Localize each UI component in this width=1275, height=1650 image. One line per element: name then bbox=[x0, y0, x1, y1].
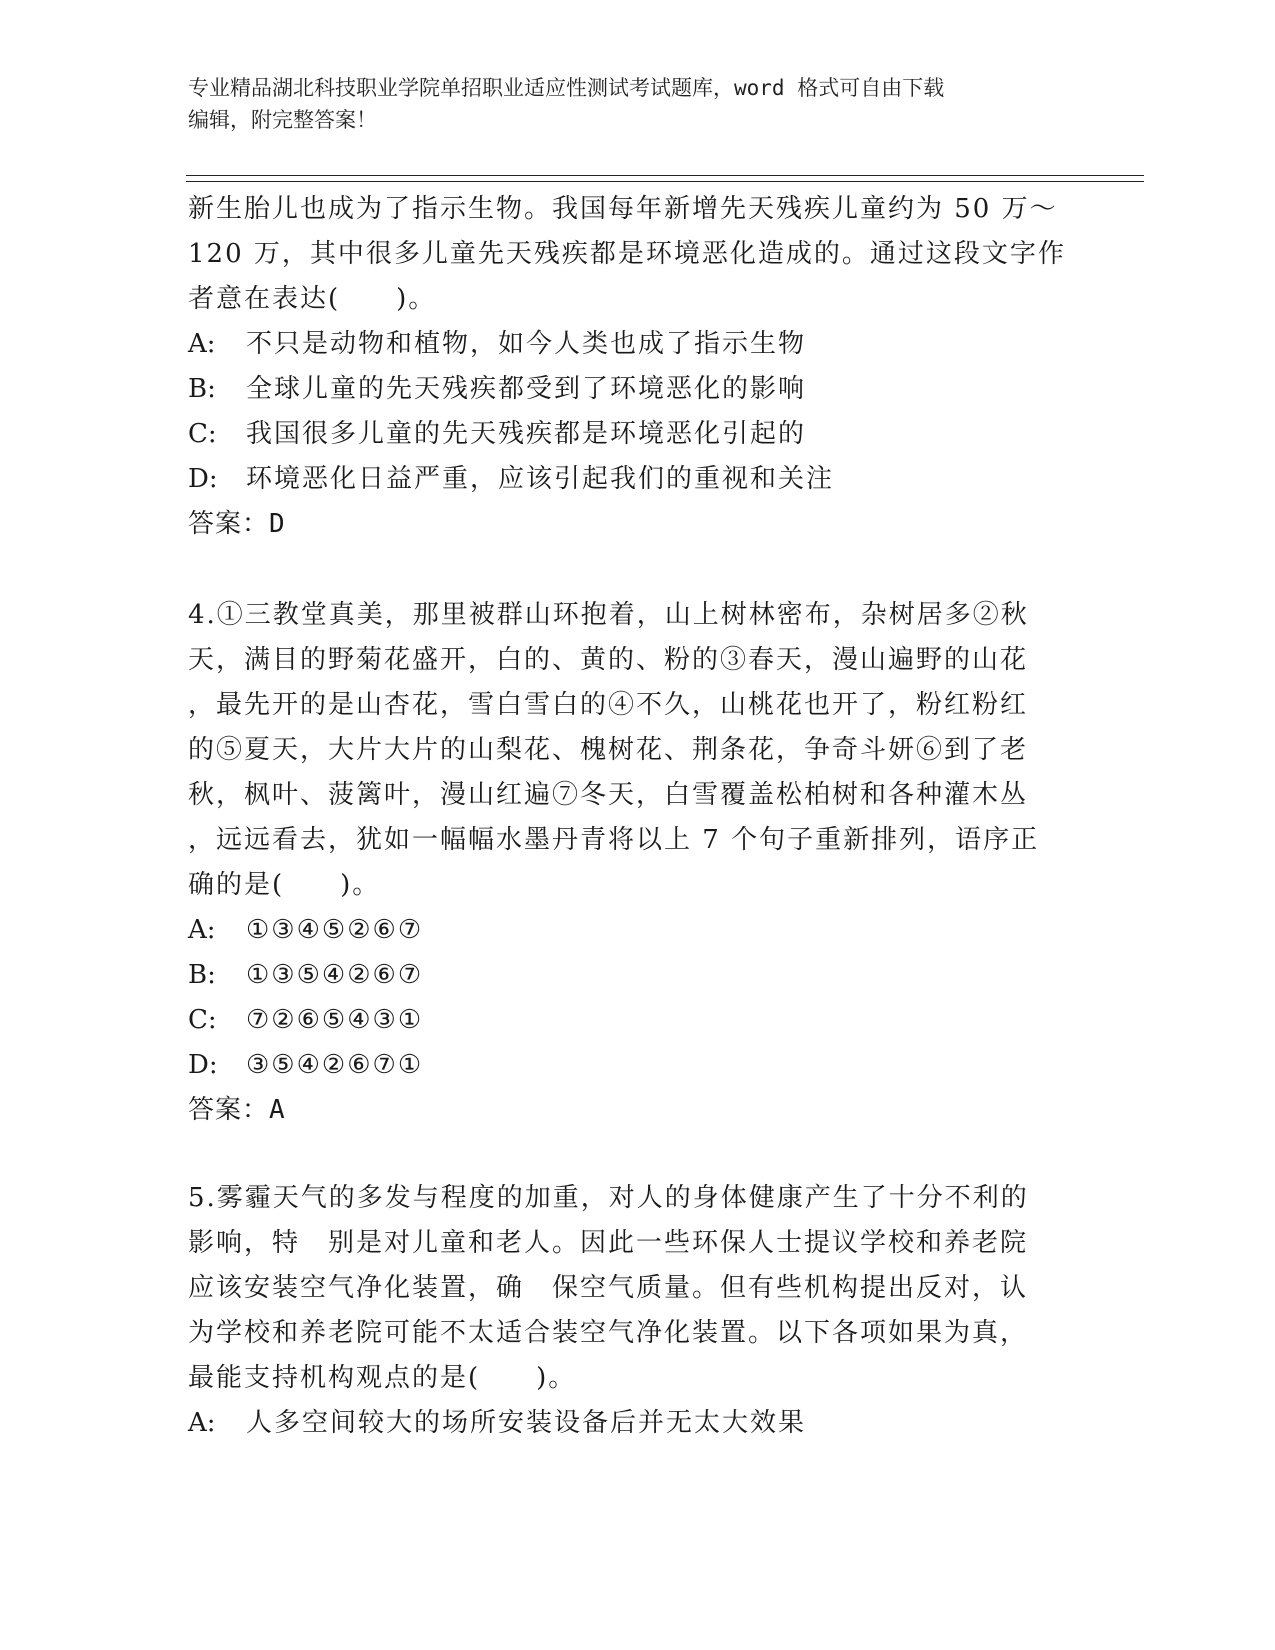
option-text: 环境恶化日益严重，应该引起我们的重视和关注 bbox=[246, 464, 835, 494]
question-stem-line: 秋，枫叶、菠篱叶，漫山红遍⑦冬天，白雪覆盖松柏树和各种灌木丛 bbox=[188, 780, 1029, 810]
option-a bbox=[188, 908, 1068, 953]
question-stem-line: 新生胎儿也成为了指示生物。我国每年新增先天残疾儿童约为 50 万～ bbox=[188, 194, 1058, 224]
option-d bbox=[188, 457, 1068, 502]
question-stem-line: 5.雾霾天气的多发与程度的加重，对人的身体健康产生了十分不利的 bbox=[188, 1183, 1029, 1213]
option-text: 全球儿童的先天残疾都受到了环境恶化的影响 bbox=[246, 374, 807, 404]
question-4 bbox=[188, 593, 1068, 1133]
header-line: 编辑，附完整答案！ bbox=[188, 108, 377, 132]
answer-line bbox=[188, 502, 1068, 547]
question-stem-line: 4.①三教堂真美，那里被群山环抱着，山上树林密布，杂树居多②秋 bbox=[188, 600, 1029, 630]
page-header bbox=[188, 72, 1068, 136]
question-stem-line: ，远远看去，犹如一幅幅水墨丹青将以上 7 个句子重新排列，语序正 bbox=[188, 825, 1040, 855]
option-text: ①③④⑤②⑥⑦ bbox=[246, 915, 424, 945]
question-stem-line: 天，满目的野菊花盛开，白的、黄的、粉的③春天，漫山遍野的山花 bbox=[188, 645, 1029, 675]
answer-line bbox=[188, 1088, 1068, 1133]
header-rule-top bbox=[186, 175, 1144, 176]
answer-label: 答案： bbox=[188, 1095, 270, 1125]
option-label: A: bbox=[188, 329, 216, 359]
option-text: 我国很多儿童的先天残疾都是环境恶化引起的 bbox=[246, 419, 807, 449]
question-stem-line: 确的是( )。 bbox=[188, 870, 381, 900]
answer-value: A bbox=[269, 1095, 286, 1125]
option-label: C: bbox=[188, 419, 217, 449]
question-5 bbox=[188, 1176, 1068, 1446]
answer-label: 答案： bbox=[188, 509, 270, 539]
option-a bbox=[188, 322, 1068, 367]
option-a bbox=[188, 1401, 1068, 1446]
option-label: B: bbox=[188, 374, 216, 404]
option-label: B: bbox=[188, 960, 216, 990]
option-text: ①③⑤④②⑥⑦ bbox=[246, 960, 424, 990]
option-text: ⑦②⑥⑤④③① bbox=[246, 1005, 424, 1035]
question-stem-line: 应该安装空气净化装置，确 保空气质量。但有些机构提出反对，认 bbox=[188, 1273, 1029, 1303]
question-stem-line: 为学校和养老院可能不太适合装空气净化装置。以下各项如果为真， bbox=[188, 1318, 1029, 1348]
question-stem-line: 者意在表达( )。 bbox=[188, 284, 437, 314]
option-b bbox=[188, 367, 1068, 412]
option-text: 人多空间较大的场所安装设备后并无太大效果 bbox=[246, 1408, 807, 1438]
question-stem-line: 的⑤夏天，大片大片的山梨花、槐树花、荆条花，争奇斗妍⑥到了老 bbox=[188, 735, 1029, 765]
option-d bbox=[188, 1043, 1068, 1088]
question-3 bbox=[188, 187, 1068, 547]
option-label: A: bbox=[188, 1408, 216, 1438]
header-line: 专业精品湖北科技职业学院单招职业适应性测试考试题库，word 格式可自由下载 bbox=[188, 76, 945, 100]
option-label: D: bbox=[188, 1050, 218, 1080]
option-c bbox=[188, 998, 1068, 1043]
question-stem-line: 最能支持机构观点的是( )。 bbox=[188, 1363, 577, 1393]
question-stem-line: ，最先开的是山杏花，雪白雪白的④不久，山桃花也开了，粉红粉红 bbox=[188, 690, 1029, 720]
answer-value: D bbox=[269, 509, 286, 539]
question-stem-line: 影响，特 别是对儿童和老人。因此一些环保人士提议学校和养老院 bbox=[188, 1228, 1029, 1258]
question-stem-line: 120 万，其中很多儿童先天残疾都是环境恶化造成的。通过这段文字作 bbox=[188, 239, 1066, 269]
option-b bbox=[188, 953, 1068, 998]
option-label: C: bbox=[188, 1005, 217, 1035]
header-rule-bottom bbox=[186, 181, 1144, 182]
option-text: ③⑤④②⑥⑦① bbox=[246, 1050, 424, 1080]
option-label: A: bbox=[188, 915, 216, 945]
option-c bbox=[188, 412, 1068, 457]
option-label: D: bbox=[188, 464, 218, 494]
option-text: 不只是动物和植物，如今人类也成了指示生物 bbox=[246, 329, 807, 359]
